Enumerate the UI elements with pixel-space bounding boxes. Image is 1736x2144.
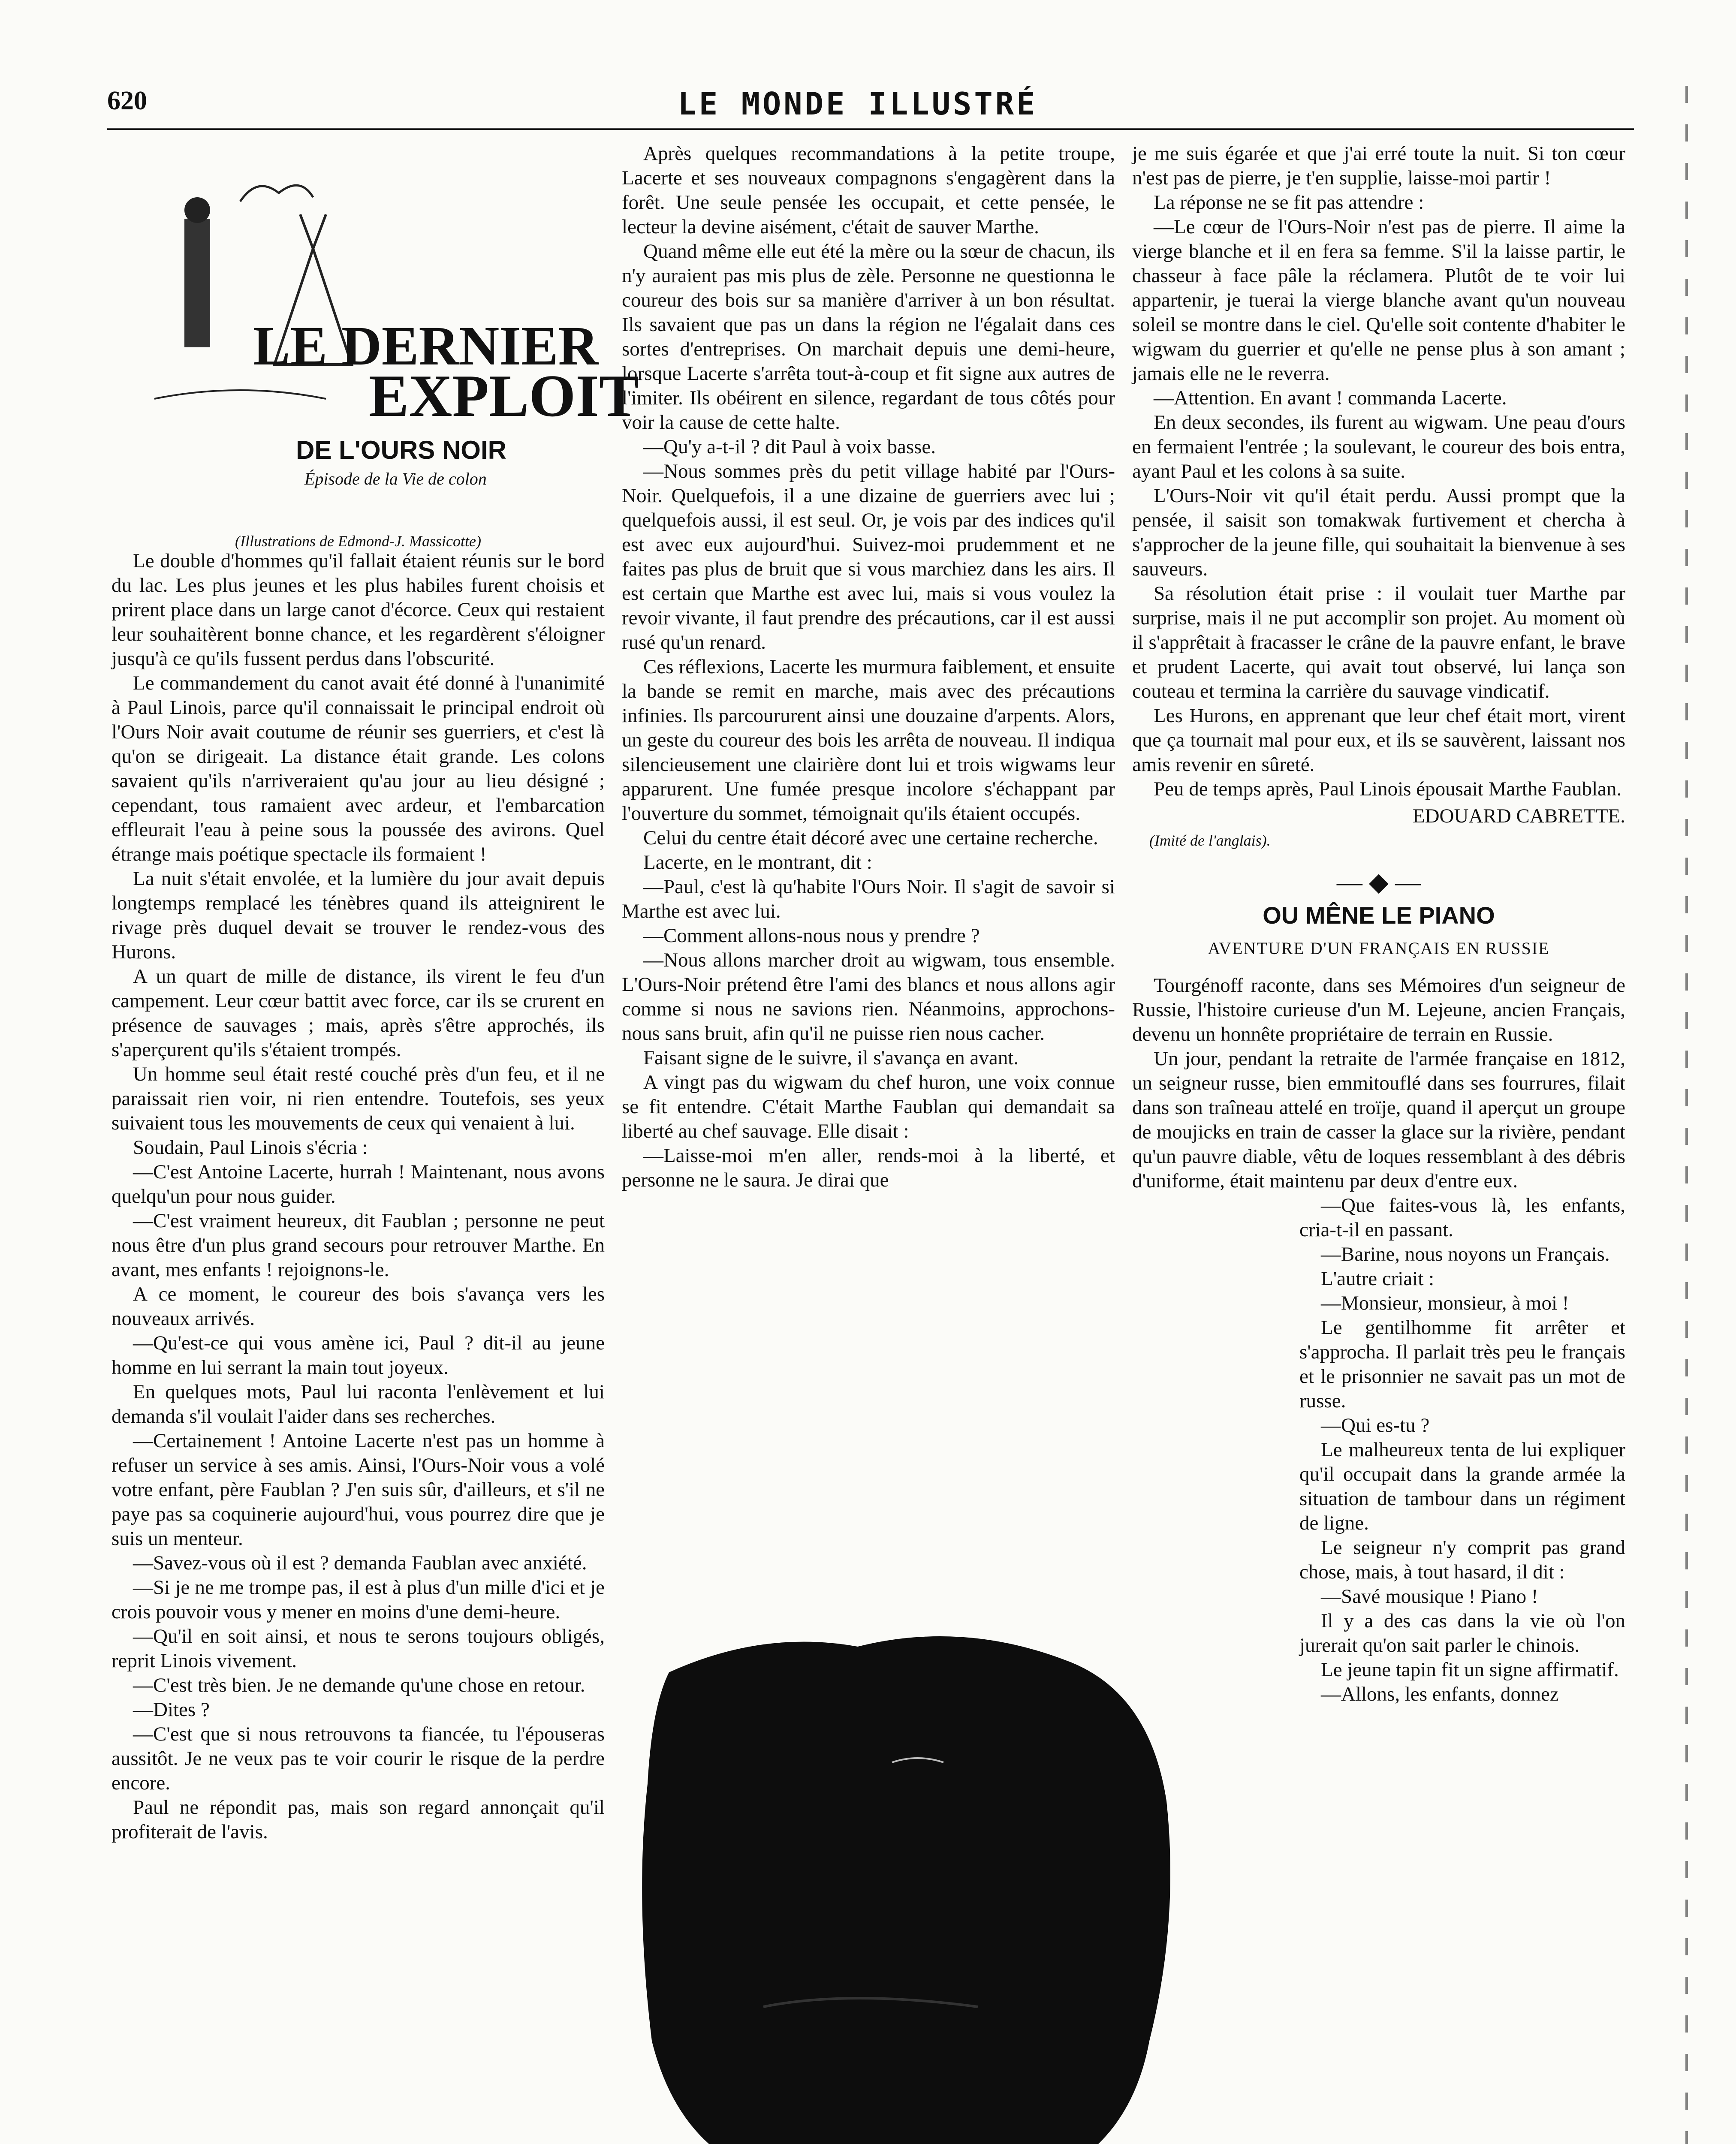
paragraph: —Savé mousique ! Piano ! <box>1321 1585 1538 1608</box>
paragraph: —C'est Antoine Lacerte, hurrah ! Maintenant, nous avons quelqu'un pour nous guider. <box>112 1161 605 1208</box>
paragraph: —Monsieur, monsieur, à moi ! <box>1321 1292 1569 1314</box>
paragraph: —Que faites-vous là, les enfants, cria-t-il en passant. <box>1299 1194 1625 1241</box>
canoe-illustration <box>635 1621 1184 2144</box>
paragraph: —Certainement ! Antoine Lacerte n'est pas un homme à refuser un service à ses amis. Ainsi, l'Ours-Noir vous a volé votre enfant, père Faublan ? J'en suis sûr, d'ailleurs, et s'il ne paye pas sa coquinerie aujourd'hui, vous pourrez dire que je suis un menteur. <box>112 1430 605 1550</box>
paragraph: Faisant signe de le suivre, il s'avança en avant. <box>643 1047 1019 1069</box>
paragraph: Soudain, Paul Linois s'écria : <box>133 1136 368 1159</box>
paragraph: Sa résolution était prise : il voulait tuer Marthe par surprise, mais il ne put accomplir son projet. Au moment où il s'apprêtait à fracasser le crâne de la pauvre enfant, le brave et prudent Lacerte, qui avait tout observé, lui lança son couteau et termina la carrière du sauvage vindicatif. <box>1132 582 1625 702</box>
paragraph: —C'est très bien. Je ne demande qu'une chose en retour. <box>133 1674 585 1696</box>
paragraph: Peu de temps après, Paul Linois épousait Marthe Faublan. <box>1154 778 1622 800</box>
ornament-divider: — ◆ — <box>1336 868 1421 896</box>
art-line-1: LE DERNIER <box>253 315 599 377</box>
article-subtitle: AVENTURE D'UN FRANÇAIS EN RUSSIE <box>1208 939 1550 958</box>
paragraph: En quelques mots, Paul lui raconta l'enlèvement et lui demanda s'il voulait l'aider dans ses recherches. <box>112 1381 605 1427</box>
paragraph: Quand même elle eut été la mère ou la sœur de chacun, ils n'y auraient pas mis plus de zèle. Personne ne questionna le coureur des bois sur sa manière d'arriver à un bon résultat. Ils savaient que pas un dans la région ne l'égalait dans ces sortes d'entreprises. On marchait depuis une demi-heure, lorsque Lacerte s'arrêta tout-à-coup et fit signe aux autres de l'imiter. Ils obéirent en silence, regardant de tous côtés pour voir la cause de cette halte. <box>622 240 1115 434</box>
paragraph: —Le cœur de l'Ours-Noir n'est pas de pierre. Il aime la vierge blanche et il en fera sa femme. S'il la laisse partir, le chasseur à face pâle la réclamera. Plutôt de te voir lui appartenir, je tuerai la vierge blanche avant qu'un nouveau soleil se montre dans le ciel. Qu'elle soit contente d'habiter le wigwam du guerrier et qu'elle ne pense plus à son amant ; jamais elle ne le reverra. <box>1132 216 1625 385</box>
paragraph: A vingt pas du wigwam du chef huron, une voix connue se fit entendre. C'était Marthe Faublan qui demandait sa liberté au chef sauvage. Elle disait : <box>622 1071 1115 1142</box>
paragraph: Un homme seul était resté couché près d'un feu, et il ne paraissait rien voir, ni rien entendre. Toutefois, ses yeux suivaient tous les mouvements de ceux qui venaient à lui. <box>112 1063 605 1134</box>
paragraph: A un quart de mille de distance, ils virent le feu d'un campement. Leur cœur battit avec force, car ils se crurent en présence de sauvages ; mais, après s'être approchés, ils s'aperçurent qu'ils s'étaient trompés. <box>112 965 605 1061</box>
narrow-column-text <box>1299 1193 1625 1707</box>
art-line-2: EXPLOIT <box>369 363 639 429</box>
col1-text <box>112 549 605 1844</box>
paragraph: —Paul, c'est là qu'habite l'Ours Noir. Il s'agit de savoir si Marthe est avec lui. <box>622 876 1115 922</box>
paragraph: —Dites ? <box>133 1698 210 1721</box>
paragraph: Après quelques recommandations à la petite troupe, Lacerte et ses nouveaux compagnons s'engagèrent dans la forêt. Une seule pensée les occupait, et cette pensée, le lecteur la devine aisément, c'était de sauver Marthe. <box>622 142 1115 238</box>
paragraph: Les Hurons, en apprenant que leur chef était mort, virent que ça tournait mal pour eux, et ils se sauvèrent, laissant nos amis revenir en sûreté. <box>1132 705 1625 776</box>
paragraph: Tourgénoff raconte, dans ses Mémoires d'un seigneur de Russie, l'histoire curieuse d'un M. Lejeune, ancien Français, devenu un honnête propriétaire de terrain en Russie. <box>1132 974 1625 1045</box>
paragraph: Il y a des cas dans la vie où l'on jurerait qu'on sait parler le chinois. <box>1299 1610 1625 1656</box>
paragraph: En deux secondes, ils furent au wigwam. Une peau d'ours en fermaient l'entrée ; la soulevant, le coureur des bois entra, ayant Paul et les colons à sa suite. <box>1132 411 1625 482</box>
paragraph: —Attention. En avant ! commanda Lacerte. <box>1154 387 1507 409</box>
header-rule <box>107 128 1634 130</box>
paragraph: L'autre criait : <box>1321 1268 1435 1290</box>
column-3 <box>1132 142 1625 1707</box>
paragraph: —Allons, les enfants, donnez <box>1321 1683 1559 1705</box>
illustration-credit: (Illustrations de Edmond-J. Massicotte) <box>235 533 481 550</box>
paragraph: —Nous allons marcher droit au wigwam, tous ensemble. L'Ours-Noir prétend être l'ami des blancs et nous allons agir comme si nous ne savions rien. Néanmoins, approchons-nous sans bruit, afin qu'il ne puisse rien nous cacher. <box>622 949 1115 1045</box>
paragraph: Le gentilhomme fit arrêter et s'approcha. Il parlait très peu le français et le prisonnier ne savait pas un mot de russe. <box>1299 1316 1625 1412</box>
column-2 <box>622 142 1115 1192</box>
paragraph: Celui du centre était décoré avec une certaine recherche. <box>643 827 1098 849</box>
paragraph: Le jeune tapin fit un signe affirmatif. <box>1321 1659 1619 1681</box>
page-number: 620 <box>107 86 147 115</box>
paragraph: —Qui es-tu ? <box>1321 1414 1430 1436</box>
paragraph: Le double d'hommes qu'il fallait étaient réunis sur le bord du lac. Les plus jeunes et les plus habiles furent choisis et prirent place dans un large canot d'écorce. Ceux qui restaient leur souhaitèrent bonne chance, et les regardèrent s'éloigner jusqu'à ce qu'ils fussent perdus dans l'obscurité. <box>112 550 605 670</box>
paragraph: —C'est que si nous retrouvons ta fiancée, tu l'épouseras aussitôt. Je ne veux pas te voir courir le risque de la perdre encore. <box>112 1723 605 1794</box>
art-line-3: DE L'OURS NOIR <box>296 436 506 464</box>
paragraph: La nuit s'était envolée, et la lumière du jour avait depuis longtemps remplacé les ténèbres quand ils atteignirent le rivage près duquel devait se trouver le rendez-vous des Hurons. <box>112 867 605 963</box>
publication-title: LE MONDE ILLUSTRÉ <box>678 86 1038 122</box>
paragraph: —Barine, nous noyons un Français. <box>1321 1243 1610 1265</box>
paragraph: Lacerte, en le montrant, dit : <box>643 851 872 873</box>
paragraph: La réponse ne se fit pas attendre : <box>1154 191 1424 214</box>
paragraph: —Comment allons-nous nous y prendre ? <box>643 924 980 947</box>
paragraph: L'Ours-Noir vit qu'il était perdu. Aussi prompt que la pensée, il saisit son tomakwak furtivement et chercha à s'approcher de la jeune fille, qui souhaitait la bienvenue à ses sauveurs. <box>1132 485 1625 580</box>
article-title: OU MÊNE LE PIANO <box>1263 902 1495 929</box>
paragraph: —Laisse-moi m'en aller, rends-moi à la liberté, et personne ne le saura. Je dirai que <box>622 1144 1115 1191</box>
art-line-4: Épisode de la Vie de colon <box>304 469 487 488</box>
paragraph: —Qu'il en soit ainsi, et nous te serons toujours obligés, reprit Linois vivement. <box>112 1625 605 1672</box>
page-edge <box>1685 86 1688 2144</box>
paragraph: Ces réflexions, Lacerte les murmura faiblement, et ensuite la bande se remit en marche, mais avec des précautions infinies. Ils parcoururent ainsi une douzaine d'arpents. Alors, un geste du coureur des bois les arrêta de nouveau. Il indiqua silencieusement une clairière dont lui et trois wigwams leur apparurent. Une fumée presque incolore s'échappant par l'ouverture du sommet, témoignait qu'ils étaient occupés. <box>622 656 1115 825</box>
paragraph: Paul ne répondit pas, mais son regard annonçait qu'il profiterait de l'avis. <box>112 1796 605 1843</box>
author-signature: EDOUARD CABRETTE. <box>1412 805 1625 827</box>
paragraph: A ce moment, le coureur des bois s'avança vers les nouveaux arrivés. <box>112 1283 605 1330</box>
title-illustration <box>112 142 639 550</box>
paragraph: Le seigneur n'y comprit pas grand chose, mais, à tout hasard, il dit : <box>1299 1536 1625 1583</box>
teepee-drawing-icon <box>112 142 639 519</box>
paragraph: Le malheureux tenta de lui expliquer qu'il occupait dans la grande armée la situation de tambour dans un régiment de ligne. <box>1299 1439 1625 1534</box>
paragraph: —Savez-vous où il est ? demanda Faublan avec anxiété. <box>133 1552 587 1574</box>
paragraph: Un jour, pendant la retraite de l'armée française en 1812, un seigneur russe, bien emmitouflé dans ses fourrures, filait dans son traîneau attelé en troïje, quand il aperçut un groupe de moujicks en train de casser la glace sur la rivière, pendant qu'un pauvre diable, vêtu de loques ressemblant à des débris d'uniforme, était maintenu par deux d'entre eux. <box>1132 1048 1625 1192</box>
column-1 <box>112 142 639 1844</box>
paragraph: Le commandement du canot avait été donné à l'unanimité à Paul Linois, parce qu'il connaissait le principal endroit où l'Ours Noir avait coutume de réunir ses guerriers, et c'est là qu'on se dirigeait. La distance était grande. Les colons savaient qu'ils n'arriveraient qu'au jour au lieu désigné ; cependant, tous ramaient avec ardeur, et l'embarcation effleurait l'eau à peine sous la poussée des avirons. Quel étrange mais poétique spectacle ils formaient ! <box>112 672 605 865</box>
paragraph: —Qu'est-ce qui vous amène ici, Paul ? dit-il au jeune homme en lui serrant la main tout joyeux. <box>112 1332 605 1379</box>
paragraph: —Qu'y a-t-il ? dit Paul à voix basse. <box>643 436 936 458</box>
paragraph: je me suis égarée et que j'ai erré toute la nuit. Si ton cœur n'est pas de pierre, je t'en supplie, laisse-moi partir ! <box>1132 142 1625 189</box>
paragraph: —Si je ne me trompe pas, il est à plus d'un mille d'ici et je crois pouvoir vous y mener en moins d'une demi-heure. <box>112 1576 605 1623</box>
imitation-note: (Imité de l'anglais). <box>1149 832 1271 849</box>
paragraph: —Nous sommes près du petit village habité par l'Ours-Noir. Quelquefois, il a une dizaine de guerriers avec lui ; quelquefois aussi, il est seul. Or, je vois par des indices qu'il est avec eux aujourd'hui. Suivez-moi prudemment et ne faites pas plus de bruit que si vous marchiez dans les airs. Il est certain que Marthe est avec lui, mais si vous voulez la revoir vivante, il faut prendre des précautions, car il est aussi rusé qu'un renard. <box>622 460 1115 653</box>
paragraph: —C'est vraiment heureux, dit Faublan ; personne ne peut nous être d'un plus grand secours pour retrouver Marthe. En avant, mes enfants ! rejoignons-le. <box>112 1210 605 1281</box>
